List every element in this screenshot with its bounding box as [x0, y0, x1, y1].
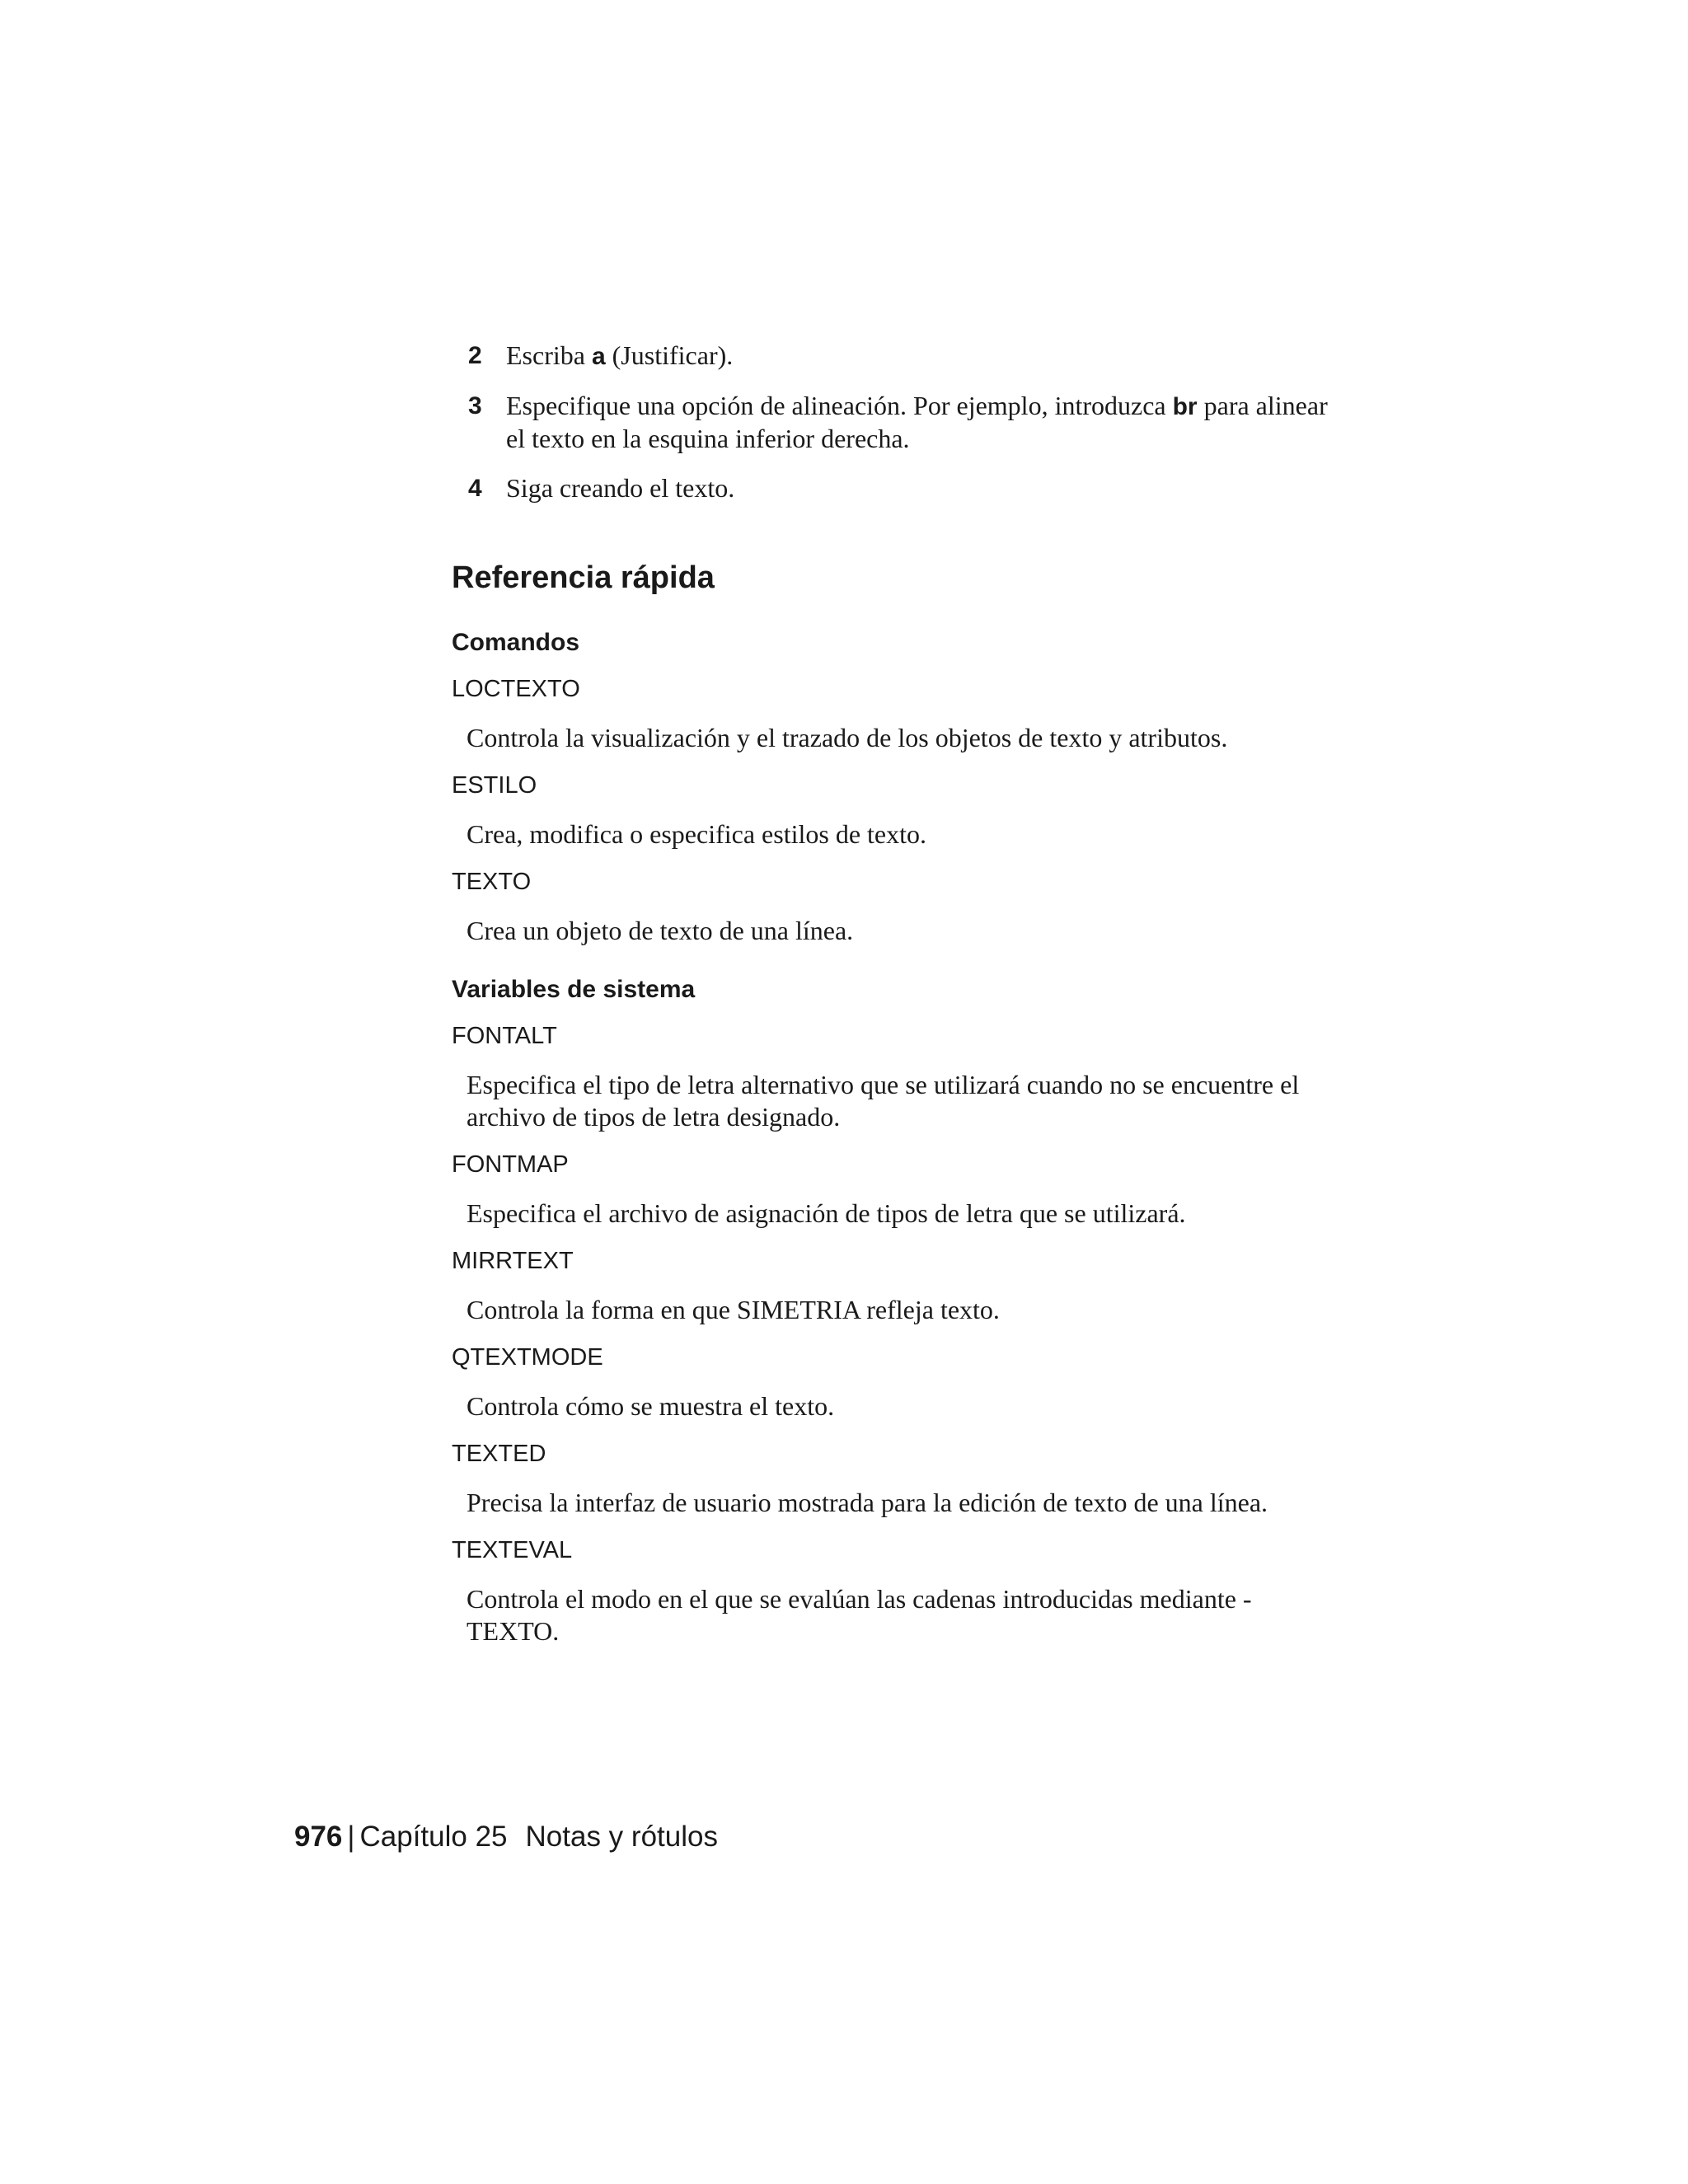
sysvar-term: TEXTED: [452, 1441, 546, 1467]
step-number: 3: [468, 392, 482, 419]
sysvar-description: Controla cómo se muestra el texto.: [467, 1391, 835, 1421]
sysvar-description: Precisa la interfaz de usuario mostrada para la edición de texto de una línea.: [467, 1488, 1268, 1517]
step-text: (Justificar).: [605, 340, 734, 370]
command-term: TEXTO: [452, 869, 532, 895]
commands-list: [452, 674, 1342, 947]
command-term: LOCTEXTO: [452, 676, 580, 702]
command-description: Crea, modifica o especifica estilos de texto.: [467, 819, 927, 849]
step-number: 2: [468, 342, 482, 369]
sysvars-list: [452, 1021, 1342, 1647]
chapter-title: Notas y rótulos: [525, 1821, 718, 1853]
sysvars-heading: Variables de sistema: [452, 976, 696, 1003]
sysvar-description: Especifica el tipo de letra alternativo que se utilizará cuando no se encuentre el archivo de tipos de letra designado.: [467, 1070, 1300, 1132]
sysvar-description: Controla la forma en que SIMETRIA refleja texto.: [467, 1295, 1000, 1324]
sysvar-description: Especifica el archivo de asignación de tipos de letra que se utilizará.: [467, 1198, 1186, 1228]
step-number: 4: [468, 475, 482, 502]
step-keyword: br: [1172, 393, 1198, 420]
command-term: ESTILO: [452, 772, 537, 799]
sysvar-term: TEXTEVAL: [452, 1537, 573, 1563]
step-item: [452, 472, 1342, 504]
page-number: 976: [294, 1821, 343, 1853]
sysvar-description: Controla el modo en el que se evalúan las cadenas introducidas mediante -TEXTO.: [467, 1584, 1252, 1646]
page-footer: [294, 1820, 718, 1854]
step-item: [452, 340, 1342, 373]
step-text: Siga creando el texto.: [506, 473, 735, 503]
page-content: [452, 340, 1342, 1647]
footer-separator: |: [347, 1821, 355, 1853]
step-text: para alinear el texto en la esquina inferior derecha.: [506, 391, 1328, 453]
chapter-label: Capítulo 25: [359, 1821, 508, 1853]
section-title: Referencia rápida: [452, 560, 715, 595]
commands-heading: Comandos: [452, 629, 580, 656]
step-list: [452, 340, 1342, 504]
step-item: [452, 390, 1342, 455]
step-text: Escriba: [506, 340, 592, 370]
command-description: Controla la visualización y el trazado de los objetos de texto y atributos.: [467, 723, 1228, 752]
step-keyword: a: [591, 343, 606, 370]
command-description: Crea un objeto de texto de una línea.: [467, 916, 854, 945]
sysvar-term: QTEXTMODE: [452, 1344, 603, 1371]
sysvar-term: MIRRTEXT: [452, 1248, 574, 1274]
sysvar-term: FONTMAP: [452, 1151, 569, 1178]
sysvar-term: FONTALT: [452, 1023, 557, 1049]
step-text: Especifique una opción de alineación. Por ejemplo, introduzca: [506, 391, 1173, 420]
